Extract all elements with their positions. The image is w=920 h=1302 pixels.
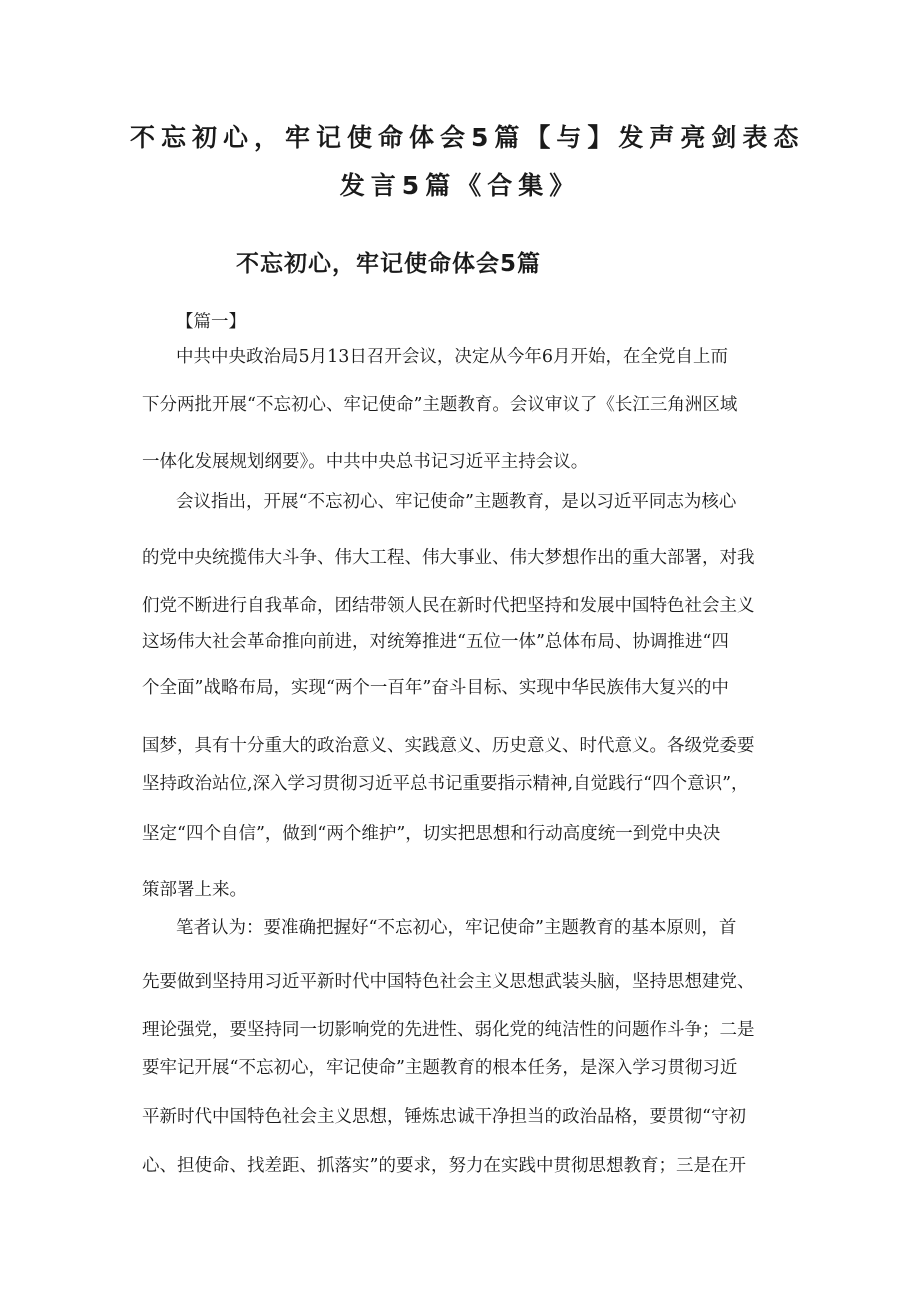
paragraph-line: 心、担使命、找差距、抓落实”的要求，努力在实践中贯彻思想教育；三是在开 — [142, 1156, 746, 1176]
paragraph-line: 们党不断进行自我革命，团结带领人民在新时代把坚持和发展中国特色社会主义 — [142, 596, 755, 616]
paragraph-line: 理论强党，要坚持同一切影响党的先进性、弱化党的纯洁性的问题作斗争；二是 — [142, 1020, 755, 1040]
document-title-line-2: 发言5篇《合集》 — [339, 171, 581, 200]
paragraph-line: 国梦，具有十分重大的政治意义、实践意义、历史意义、时代意义。各级党委要 — [142, 736, 755, 756]
part-label: 【篇一】 — [176, 312, 246, 332]
section-title: 不忘初心，牢记使命体会5篇 — [236, 251, 542, 277]
paragraph-line: 一体化发展规划纲要》。中共中央总书记习近平主持会议。 — [142, 452, 589, 472]
paragraph-line: 坚持政治站位,深入学习贯彻习近平总书记重要指示精神,自觉践行“四个意识”， — [142, 774, 749, 794]
paragraph-line: 先要做到坚持用习近平新时代中国特色社会主义思想武装头脑，坚持思想建党、 — [142, 972, 755, 992]
paragraph-line: 中共中央政治局5月13日召开会议，决定从今年6月开始，在全党自上而 — [176, 347, 729, 367]
paragraph-line: 要牢记开展“不忘初心，牢记使命”主题教育的根本任务，是深入学习贯彻习近 — [142, 1058, 738, 1078]
paragraph-line: 策部署上来。 — [142, 880, 247, 900]
paragraph-line: 个全面”战略布局，实现“两个一百年”奋斗目标、实现中华民族伟大复兴的中 — [142, 678, 729, 698]
paragraph-line: 坚定“四个自信”，做到“两个维护”，切实把思想和行动高度统一到党中央决 — [142, 824, 721, 844]
paragraph-line: 平新时代中国特色社会主义思想，锤炼忠诚干净担当的政治品格，要贯彻“守初 — [142, 1107, 746, 1127]
paragraph-line: 会议指出，开展“不忘初心、牢记使命”主题教育，是以习近平同志为核心 — [176, 492, 737, 512]
paragraph-line: 这场伟大社会革命推向前进，对统筹推进“五位一体”总体布局、协调推进“四 — [142, 632, 729, 652]
document-title-line-1: 不忘初心，牢记使命体会5篇【与】发声亮剑表态 — [130, 123, 805, 152]
paragraph-line: 笔者认为：要准确把握好“不忘初心，牢记使命”主题教育的基本原则，首 — [176, 918, 737, 938]
paragraph-line: 下分两批开展“不忘初心、牢记使命”主题教育。会议审议了《长江三角洲区域 — [142, 395, 738, 415]
paragraph-line: 的党中央统揽伟大斗争、伟大工程、伟大事业、伟大梦想作出的重大部署，对我 — [142, 548, 755, 568]
